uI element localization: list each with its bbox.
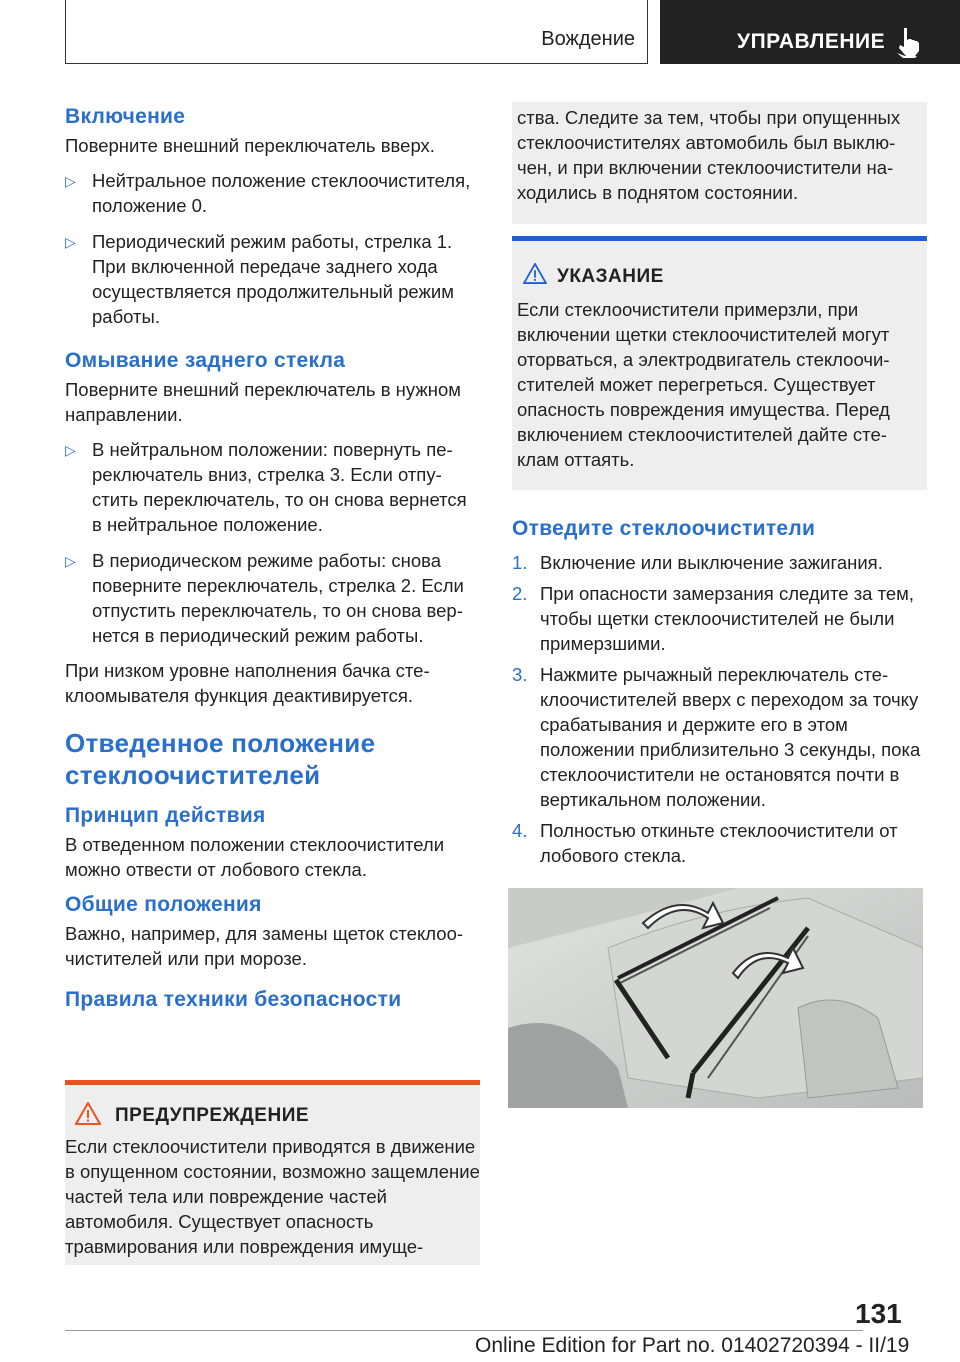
heading-service-position: Отведенное положение стеклоочистителей	[65, 728, 376, 790]
step-number: 2.	[512, 583, 528, 604]
warning-text: Если стеклоочистители приводятся в движение в опущенном состоянии, возможно защемление частей тела или повреждение частей автомобиля. Существует опасность травмирования или повреждения имуще-	[65, 1136, 480, 1257]
triangle-bullet-icon: ▷	[65, 553, 76, 569]
step-item	[512, 550, 927, 575]
heading-switch-on: Включение	[65, 105, 186, 128]
warning-box	[65, 1085, 480, 1265]
list-item	[65, 437, 480, 537]
triangle-bullet-icon: ▷	[65, 173, 76, 189]
step-text: При опасности замерзания следите за тем, чтобы щетки стеклоочистителей не были примерзшими.	[540, 583, 915, 654]
triangle-bullet-icon: ▷	[65, 234, 76, 250]
list-item	[65, 229, 480, 329]
heading-fold-wipers: Отведите стеклоочистители	[512, 517, 816, 540]
chapter-tab-label: УПРАВЛЕНИЕ	[737, 30, 886, 53]
paragraph: При низком уровне наполнения бачка стеклоомывателя функция деактивируется.	[65, 660, 430, 706]
paragraph: Поверните внешний переключатель вверх.	[65, 135, 435, 156]
note-triangle-icon	[523, 263, 547, 284]
step-text: Полностью откиньте стеклоочистители от лобового стекла.	[540, 820, 898, 866]
heading-rear-wash: Омывание заднего стекла	[65, 349, 346, 372]
edition-footer: Online Edition for Part no. 01402720394 - II/19	[475, 1334, 910, 1357]
step-item	[512, 818, 927, 868]
note-text: Если стеклоочистители примерзли, при включении щетки стеклоочистителей могут оторваться, а электродвигатель стеклоочистителей может перегреться. Существует опасность повреждения имущества. Перед включением стеклоочистителей дайте стеклам оттаять.	[517, 299, 890, 470]
step-number: 3.	[512, 664, 528, 685]
paragraph: Поверните внешний переключатель в нужном направлении.	[65, 379, 461, 425]
note-title: УКАЗАНИЕ	[557, 266, 664, 287]
list-item	[65, 168, 480, 218]
section-tab-label: Вождение	[541, 28, 635, 50]
footer-divider	[65, 1330, 863, 1331]
list-item-text: Периодический режим работы, стрелка 1. При включенной передаче заднего хода осуществляется продолжительный режим работы.	[92, 231, 454, 327]
heading-principle: Принцип действия	[65, 804, 266, 827]
warning-continuation-box	[512, 102, 927, 224]
warning-title: ПРЕДУПРЕЖДЕНИЕ	[115, 1105, 310, 1126]
step-text: Нажмите рычажный переключатель стеклоочистителей вверх с переходом за точку срабатывания и держите его в этом положении приблизительно 3 секунды, пока стеклоочистители не остановятся почти в вертикальном положении.	[540, 664, 921, 810]
list-item	[65, 548, 480, 648]
section-tab	[65, 0, 648, 64]
heading-safety-rules: Правила техники безопасности	[65, 988, 402, 1011]
warning-triangle-icon	[75, 1102, 101, 1125]
note-box	[512, 241, 927, 490]
step-number: 4.	[512, 820, 528, 841]
step-item	[512, 581, 927, 656]
list-item-text: В нейтральном положении: повернуть переключатель вниз, стрелка 3. Если отпустить переключатель, то он снова вернется в нейтральное положение.	[92, 439, 467, 535]
paragraph: В отведенном положении стеклоочистители можно отвести от лобового стекла.	[65, 834, 445, 880]
step-number: 1.	[512, 552, 528, 573]
paragraph: Важно, например, для замены щеток стеклоочистителей или при морозе.	[65, 923, 464, 969]
list-item-text: В периодическом режиме работы: снова поверните переключатель, стрелка 2. Если отпустить переключатель, то он снова вернется в периодический режим работы.	[92, 550, 464, 646]
triangle-bullet-icon: ▷	[65, 442, 76, 458]
warning-continuation-text: ства. Следите за тем, чтобы при опущенных стеклоочистителях автомобиль был выключен, и при включении стеклоочистители находились в поднятом состоянии.	[517, 107, 901, 203]
step-text: Включение или выключение зажигания.	[540, 552, 883, 573]
left-column	[65, 104, 480, 1016]
right-column	[512, 516, 927, 868]
step-item	[512, 662, 927, 812]
list-item-text: Нейтральное положение стеклоочистителя, положение 0.	[92, 170, 471, 216]
page-number: 131	[855, 1298, 902, 1329]
heading-general: Общие положения	[65, 893, 262, 916]
hand-pointer-icon	[895, 26, 925, 58]
wiper-illustration	[508, 888, 923, 1108]
